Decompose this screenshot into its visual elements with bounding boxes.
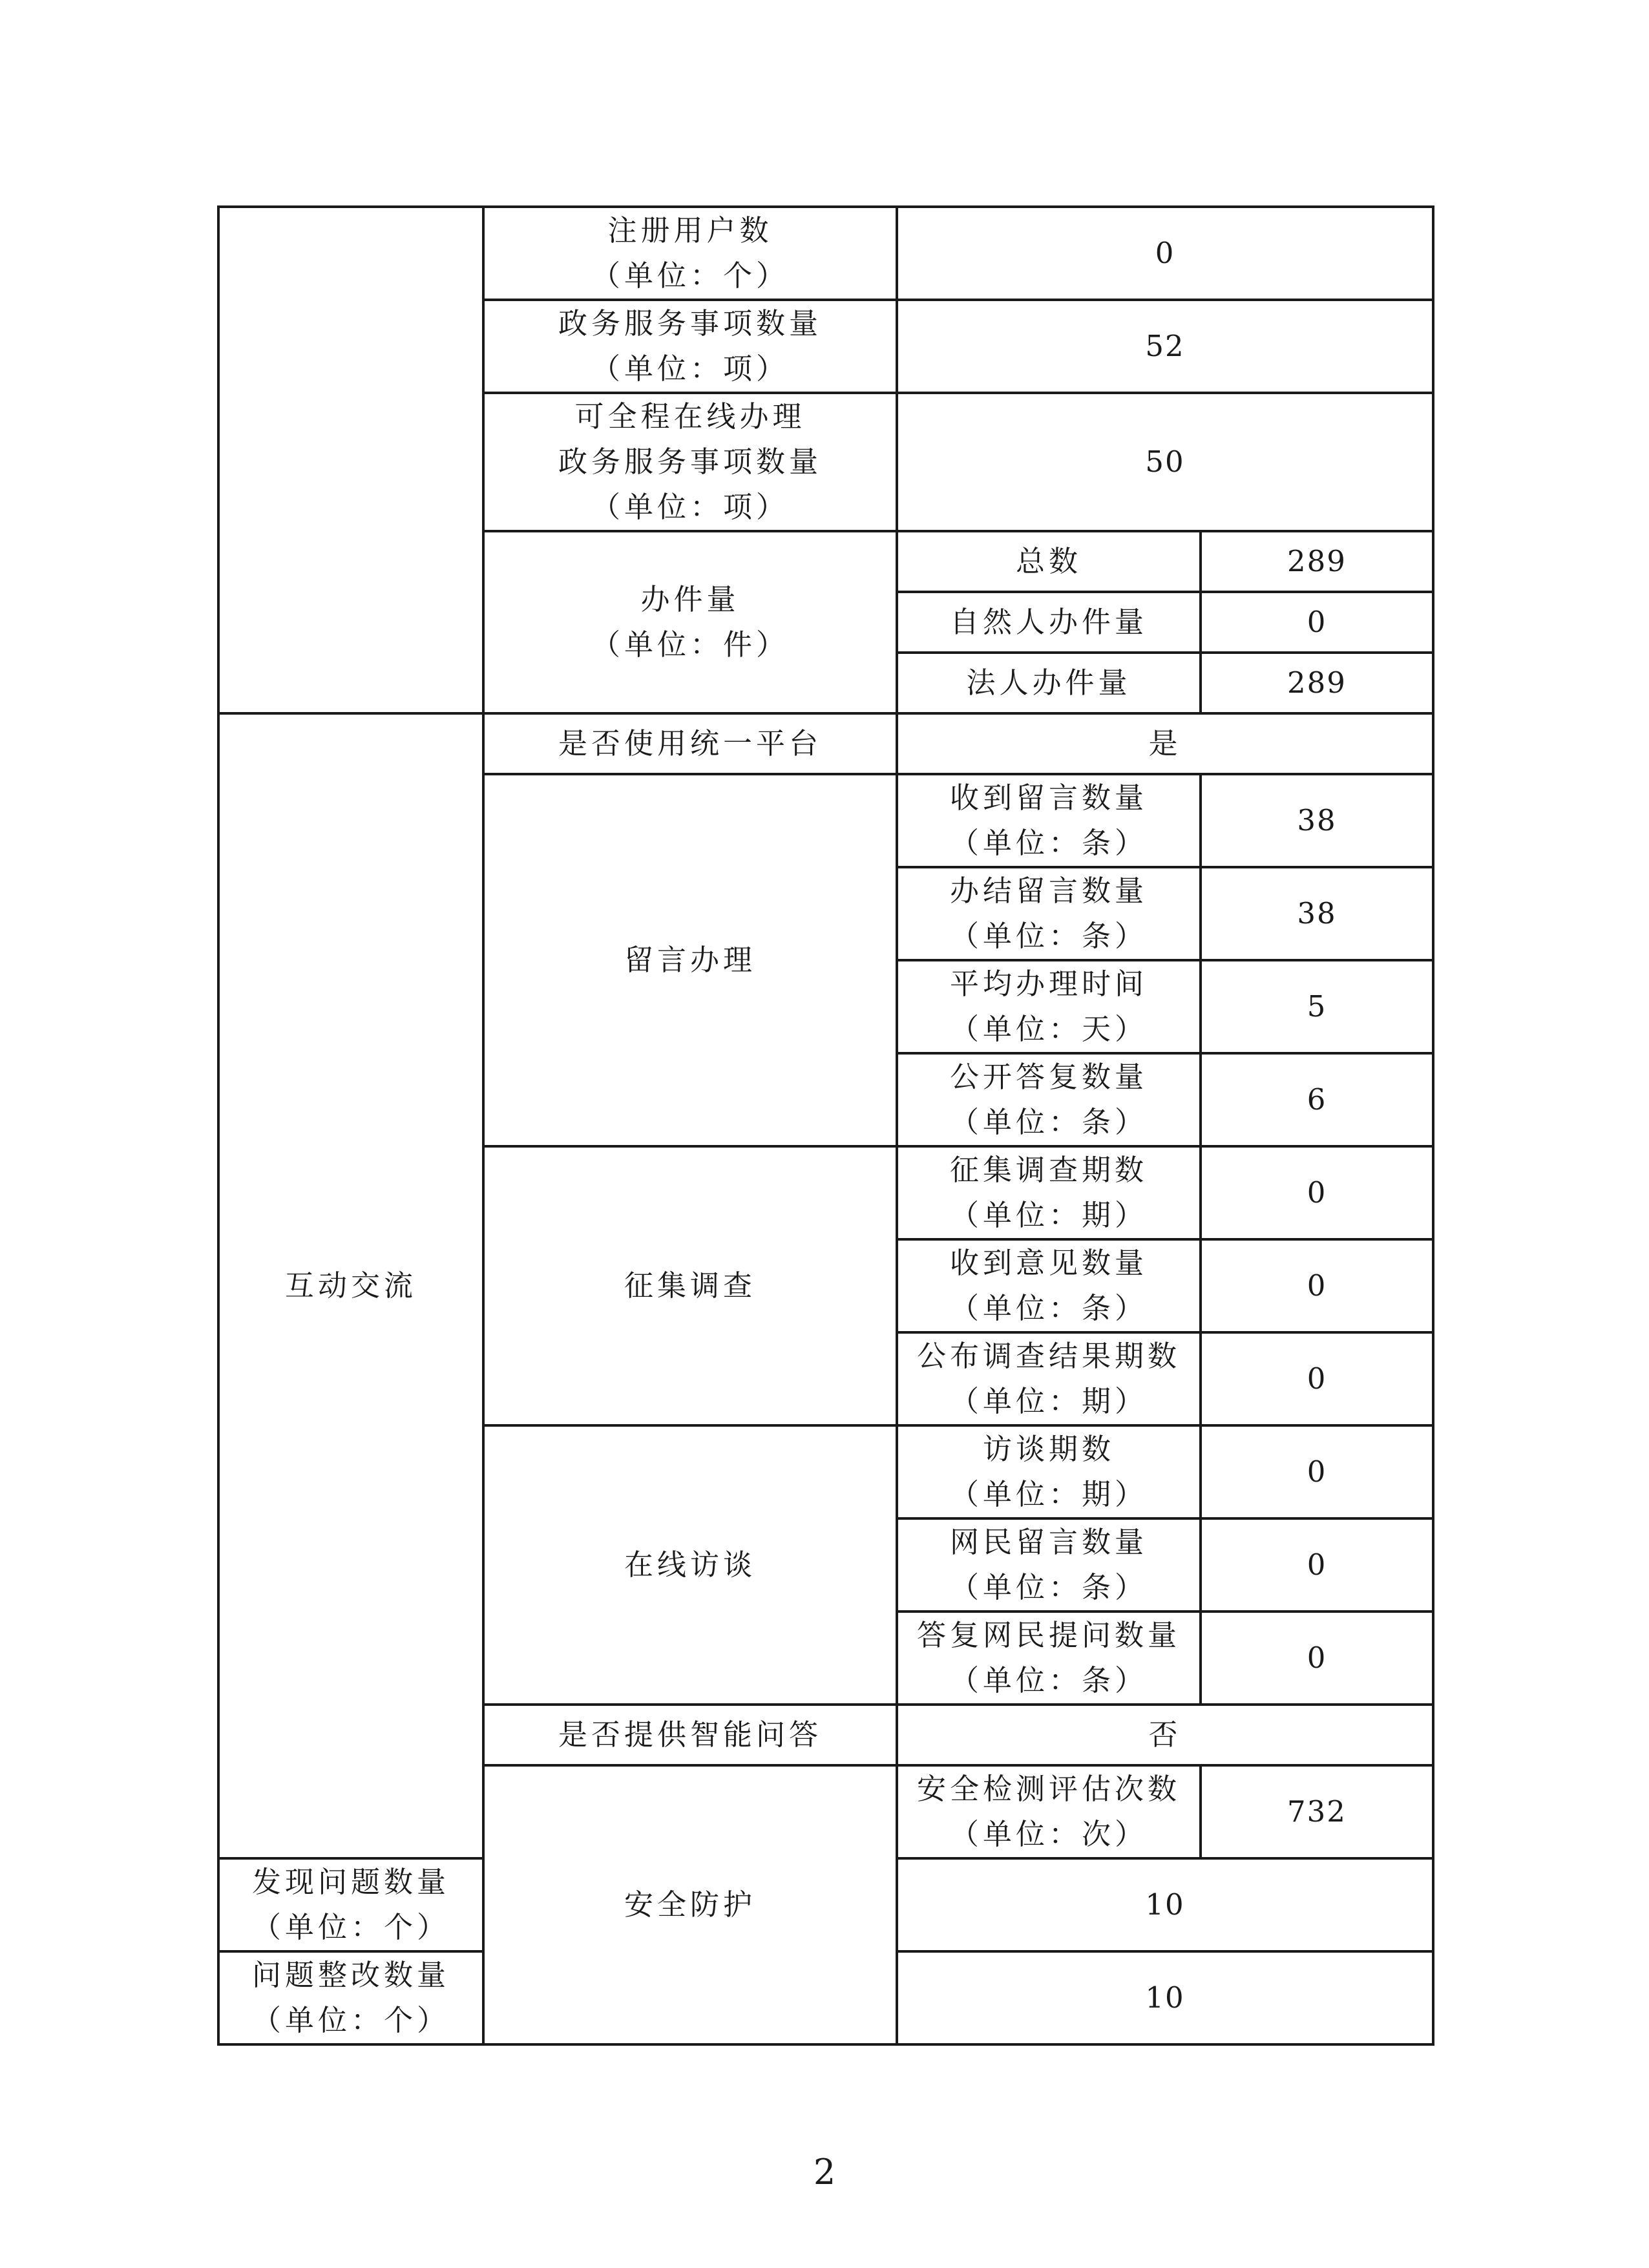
sub-label-cell: 自然人办件量 [897,592,1201,653]
sub-label-cell: 总数 [897,531,1201,592]
category-cell-blank [218,207,483,713]
sub-label-cell: 公开答复数量 （单位：条） [897,1053,1201,1146]
value-cell: 0 [1201,1612,1433,1705]
value-cell: 0 [1201,1518,1433,1612]
label-cell: 是否提供智能问答 [483,1705,897,1765]
value-cell: 38 [1201,867,1433,960]
sub-label-cell: 网民留言数量 （单位：条） [897,1518,1201,1612]
sub-label-cell: 访谈期数 （单位：期） [897,1425,1201,1518]
group-label-cell: 征集调查 [483,1146,897,1425]
page-number: 2 [813,2152,836,2192]
label-cell: 政务服务事项数量 （单位：项） [483,300,897,393]
table-row [218,207,1433,300]
value-cell: 50 [897,393,1433,531]
value-cell: 10 [897,1951,1433,2044]
group-label-cell: 留言办理 [483,774,897,1146]
value-cell: 0 [1201,1239,1433,1332]
value-cell: 6 [1201,1053,1433,1146]
value-cell: 289 [1201,653,1433,713]
value-cell: 否 [897,1705,1433,1765]
value-cell: 0 [897,207,1433,300]
table-row [218,713,1433,774]
sub-label-cell: 公布调查结果期数 （单位：期） [897,1332,1201,1425]
category-cell: 安全防护 [483,1765,897,2044]
group-label-cell: 办件量 （单位：件） [483,531,897,713]
label-cell: 可全程在线办理 政务服务事项数量 （单位：项） [483,393,897,531]
sub-label-cell: 法人办件量 [897,653,1201,713]
label-cell: 安全检测评估次数 （单位：次） [897,1765,1201,1858]
group-label-cell: 在线访谈 [483,1425,897,1705]
value-cell: 0 [1201,1332,1433,1425]
value-cell: 732 [1201,1765,1433,1858]
label-cell: 注册用户数 （单位：个） [483,207,897,300]
sub-label-cell: 答复网民提问数量 （单位：条） [897,1612,1201,1705]
label-cell: 问题整改数量 （单位：个） [218,1951,483,2044]
sub-label-cell: 收到留言数量 （单位：条） [897,774,1201,867]
label-cell: 发现问题数量 （单位：个） [218,1858,483,1951]
sub-label-cell: 征集调查期数 （单位：期） [897,1146,1201,1239]
value-cell: 0 [1201,1425,1433,1518]
value-cell: 0 [1201,592,1433,653]
value-cell: 289 [1201,531,1433,592]
value-cell: 是 [897,713,1433,774]
sub-label-cell: 平均办理时间 （单位：天） [897,960,1201,1053]
category-cell: 互动交流 [218,713,483,1858]
value-cell: 10 [897,1858,1433,1951]
sub-label-cell: 收到意见数量 （单位：条） [897,1239,1201,1332]
value-cell: 52 [897,300,1433,393]
statistics-table [217,205,1434,2046]
value-cell: 0 [1201,1146,1433,1239]
value-cell: 38 [1201,774,1433,867]
label-cell: 是否使用统一平台 [483,713,897,774]
sub-label-cell: 办结留言数量 （单位：条） [897,867,1201,960]
value-cell: 5 [1201,960,1433,1053]
